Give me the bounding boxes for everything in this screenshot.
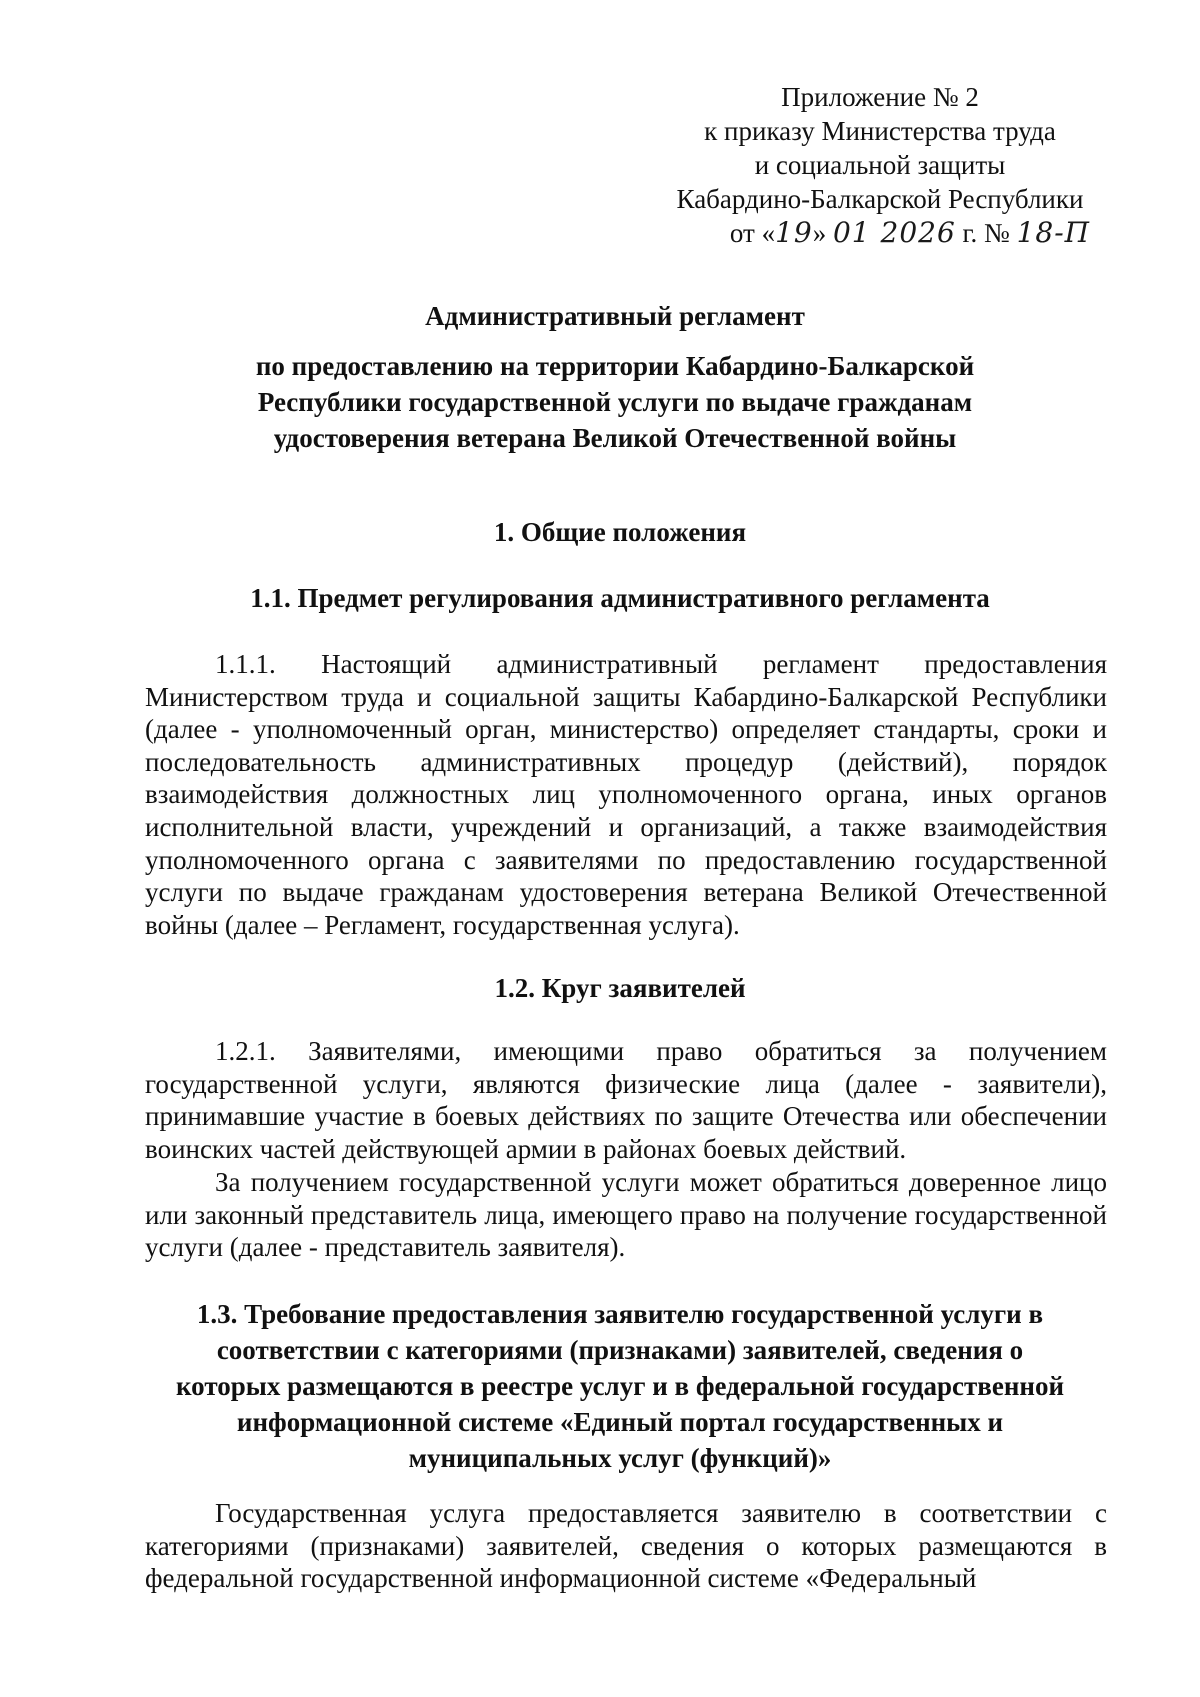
section-heading-1-3: 1.3. Требование предоставления заявителю государственной услуги в соответствии с категориями (признаками) заявителей, сведения о которых размещаются в реестре услуг и в федеральной государственной информационной системе «Единый портал государственных и муниципальных услуг (функций)» bbox=[175, 1299, 1065, 1473]
section-heading-1: 1. Общие положения bbox=[493, 517, 747, 547]
document-subtitle: по предоставлению на территории Кабардино-Балкарской Республики государственной услуги по выдаче гражданам удостоверения ветерана Великой Отечественной войны bbox=[255, 351, 975, 453]
date-month-year-handwritten: 01 2026 bbox=[832, 216, 956, 249]
paragraph-1-3-1: Государственная услуга предоставляется заявителю в соответствии с категориями (признаками) заявителей, сведения о которых размещаются в федеральной государственной информационной системе «Федеральный bbox=[145, 1498, 1107, 1594]
doc-number-handwritten: 18-П bbox=[1016, 216, 1091, 249]
appendix-order-ref: к приказу Министерства труда bbox=[704, 116, 1056, 146]
date-prefix: от « bbox=[729, 218, 776, 248]
appendix-number: Приложение № 2 bbox=[781, 82, 979, 112]
appendix-header bbox=[600, 80, 1160, 250]
date-suffix: г. № bbox=[955, 218, 1017, 248]
document-title-block bbox=[200, 298, 1030, 456]
date-mid: » bbox=[812, 218, 827, 248]
date-day-handwritten: 19 bbox=[775, 216, 813, 249]
document-title: Административный регламент bbox=[425, 301, 805, 331]
appendix-republic: Кабардино-Балкарской Республики bbox=[676, 184, 1084, 214]
appendix-ministry: и социальной защиты bbox=[754, 150, 1006, 180]
appendix-date-line bbox=[600, 216, 1160, 250]
paragraph-1-2-2: За получением государственной услуги может обратиться доверенное лицо или законный представитель лица, имеющего право на получение государственной услуги (далее - представитель заявителя). bbox=[145, 1167, 1107, 1263]
section-heading-1-1: 1.1. Предмет регулирования административного регламента bbox=[250, 583, 990, 613]
paragraph-1-2-1: 1.2.1. Заявителями, имеющими право обратиться за получением государственной услуги, являются физические лица (далее - заявители), принимавшие участие в боевых действиях по защите Отечества или обеспечении воинских частей действующей армии в районах боевых действий. bbox=[145, 1036, 1107, 1164]
section-heading-1-2: 1.2. Круг заявителей bbox=[494, 973, 746, 1003]
paragraph-1-1-1: 1.1.1. Настоящий административный регламент предоставления Министерством труда и социальной защиты Кабардино-Балкарской Республики (далее - уполномоченный орган, министерство) определяет стандарты, сроки и последовательность административных процедур (действий), порядок взаимодействия должностных лиц уполномоченного органа, иных органов исполнительной власти, учреждений и организаций, а также взаимодействия уполномоченного органа с заявителями по предоставлению государственной услуги по выдаче гражданам удостоверения ветерана Великой Отечественной войны (далее – Регламент, государственная услуга). bbox=[145, 649, 1107, 940]
